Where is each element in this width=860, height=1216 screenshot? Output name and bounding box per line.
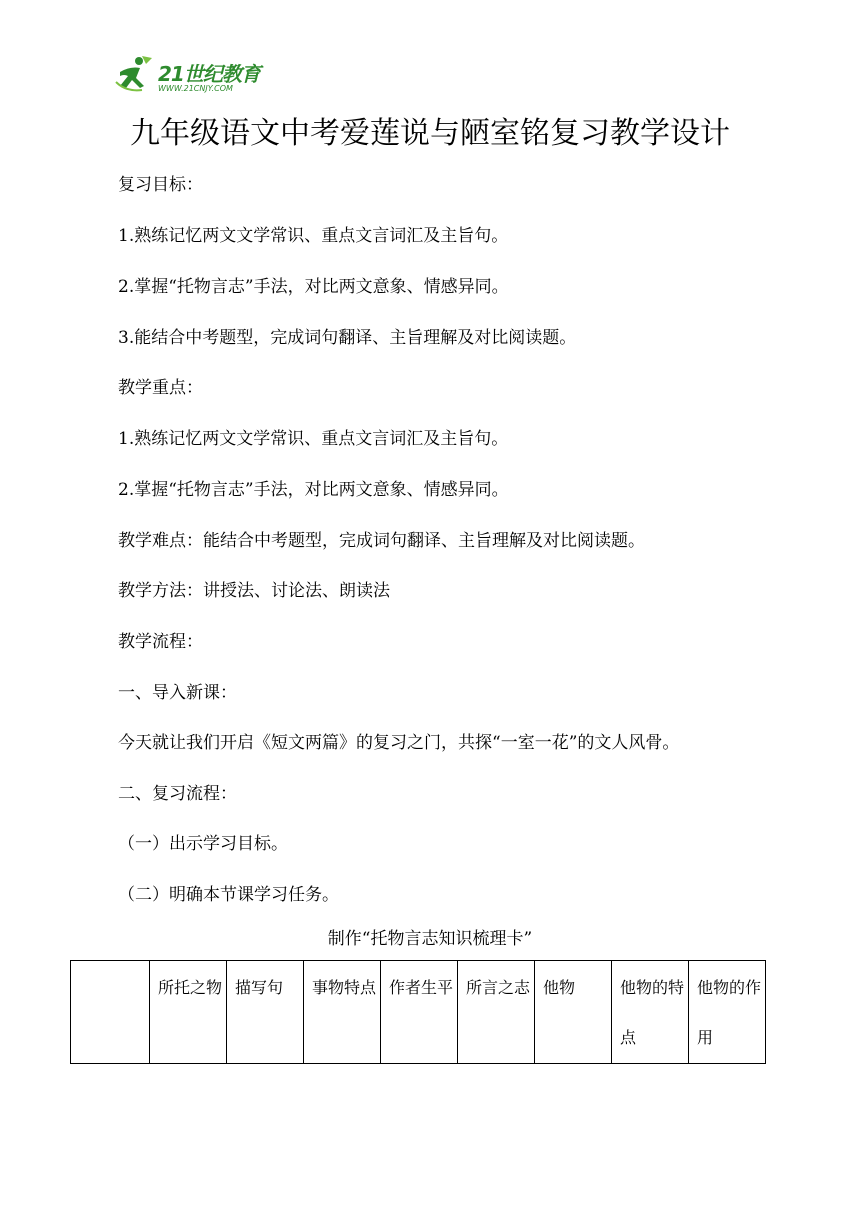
key-point-item-1: 1.熟练记忆两文文学常识、重点文言词汇及主旨句。 <box>118 429 509 449</box>
difficulty-line: 教学难点：能结合中考题型，完成词句翻译、主旨理解及对比阅读题。 <box>118 531 645 551</box>
knowledge-card-table <box>70 960 766 1064</box>
table-header-cell: 作者生平 <box>389 978 454 997</box>
document-title: 九年级语文中考爱莲说与陋室铭复习教学设计 <box>130 116 730 151</box>
table-header-cell: 他物的作用 <box>697 978 762 1047</box>
goal-item-3: 3.能结合中考题型，完成词句翻译、主旨理解及对比阅读题。 <box>118 328 577 348</box>
review-step-1: （一）出示学习目标。 <box>118 834 288 854</box>
method-line: 教学方法：讲授法、讨论法、朗读法 <box>118 581 390 601</box>
table-caption: 制作“托物言志知识梳理卡” <box>327 929 533 949</box>
table-row <box>71 961 766 1064</box>
review-step-2: （二）明确本节课学习任务。 <box>118 885 339 905</box>
table-cell <box>689 961 766 1064</box>
key-point-item-2: 2.掌握“托物言志”手法，对比两文意象、情感异同。 <box>118 480 509 500</box>
table-cell <box>304 961 381 1064</box>
table-header-cell: 事物特点 <box>312 978 377 997</box>
step-heading-review: 二、复习流程： <box>118 784 237 804</box>
table-cell <box>227 961 304 1064</box>
table-cell <box>458 961 535 1064</box>
logo-url: WWW.21CNJY.COM <box>158 84 233 93</box>
table-header-cell <box>79 961 149 963</box>
runner-logo-icon <box>112 52 156 96</box>
table-cell <box>71 961 150 1064</box>
goal-item-2: 2.掌握“托物言志”手法，对比两文意象、情感异同。 <box>118 277 509 297</box>
intro-paragraph: 今天就让我们开启《短文两篇》的复习之门，共探“一室一花”的文人风骨。 <box>118 733 680 753</box>
table-header-cell: 所托之物 <box>158 978 223 997</box>
section-heading-goals: 复习目标： <box>118 175 203 195</box>
table-header-cell: 他物 <box>543 978 576 997</box>
logo <box>112 52 282 98</box>
goal-item-1: 1.熟练记忆两文文学常识、重点文言词汇及主旨句。 <box>118 226 509 246</box>
section-heading-process: 教学流程： <box>118 632 203 652</box>
table-cell <box>535 961 612 1064</box>
table-cell <box>612 961 689 1064</box>
table-cell <box>381 961 458 1064</box>
table-header-cell: 他物的特点 <box>620 978 685 1047</box>
step-heading-intro: 一、导入新课： <box>118 683 237 703</box>
table-header-cell: 描写句 <box>235 978 284 997</box>
table-cell <box>150 961 227 1064</box>
logo-brand: 21世纪教育 <box>158 62 260 86</box>
section-heading-key-points: 教学重点： <box>118 378 203 398</box>
table-header-cell: 所言之志 <box>466 978 531 997</box>
